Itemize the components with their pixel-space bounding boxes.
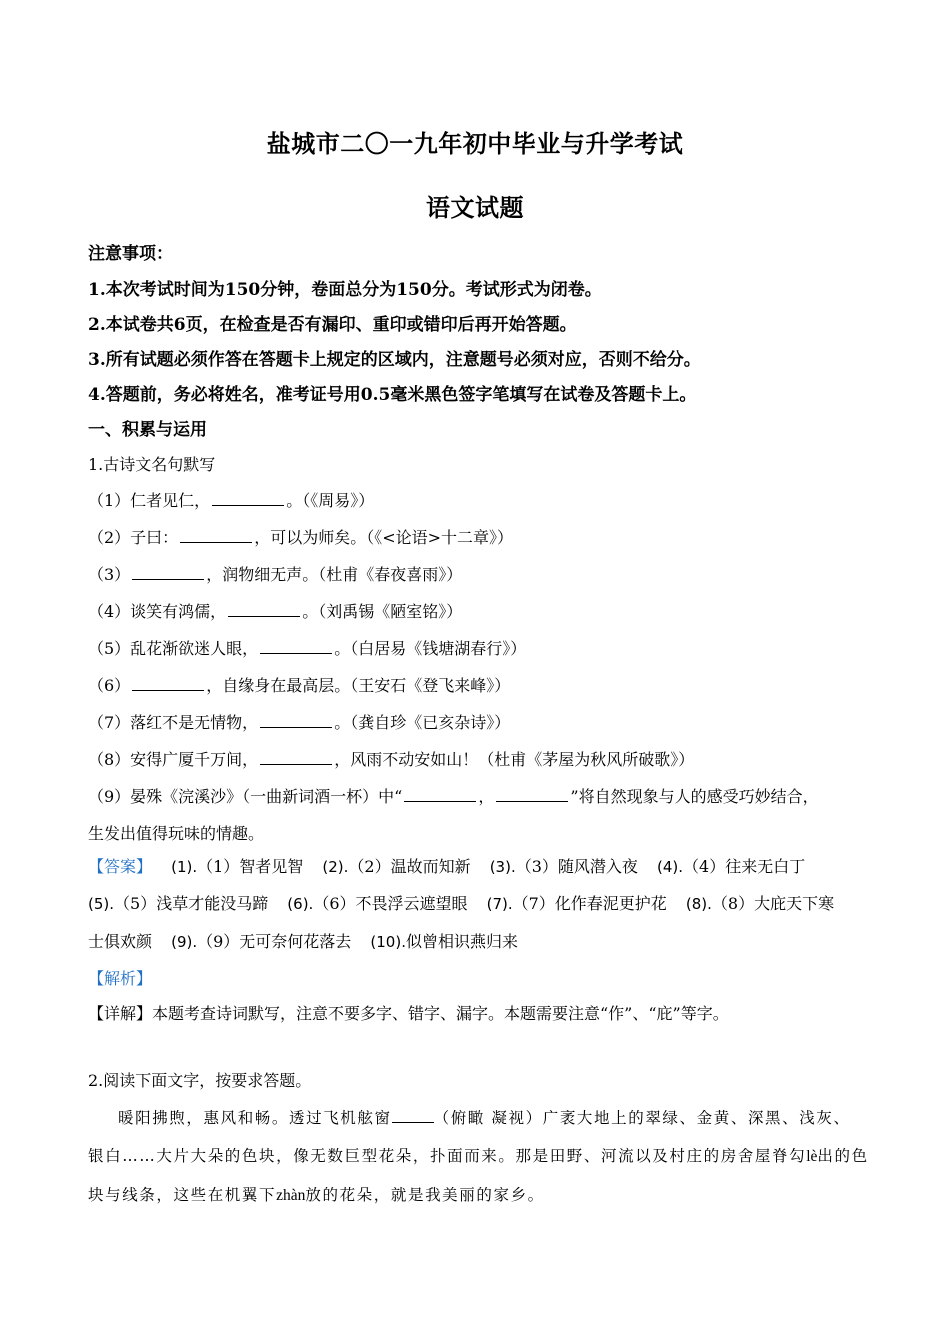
answer-line-3 <box>88 930 518 954</box>
answer-blank <box>228 600 300 617</box>
item-text-pre: （7）落红不是无情物， <box>88 713 259 732</box>
passage-text: 暖阳拂煦，惠风和畅。透过飞机舷窗 <box>118 1109 392 1127</box>
item-text-post: 。（龚自珍《已亥杂诗》） <box>334 713 511 732</box>
notice-item-1: 1.本次考试时间为150分钟，卷面总分为150分。考试形式为闭卷。 <box>88 280 602 300</box>
passage-text: 放的花朵，就是我美丽的家乡。 <box>305 1186 545 1204</box>
item-text-post: 。（刘禹锡《陋室铭》） <box>302 602 463 621</box>
answer-number: (10). <box>370 933 406 951</box>
answer-label: 【答案】 <box>88 857 153 876</box>
item-text-post: ，可以为师矣。（《<论语>十二章》） <box>254 528 514 547</box>
item-text-pre: （4）谈笑有鸿儒， <box>88 602 227 621</box>
question-1-item-5 <box>88 637 526 661</box>
item-text-pre: （5）乱花渐欲迷人眼， <box>88 639 259 658</box>
answer-text: （9）无可奈何花落去 <box>197 932 352 951</box>
notice-item-3: 3.所有试题必须作答在答题卡上规定的区域内，注意题号必须对应，否则不给分。 <box>88 350 701 370</box>
item-text-post: ，润物细无声。（杜甫《春夜喜雨》） <box>206 565 463 584</box>
answer-blank <box>180 526 252 543</box>
answer-text: （5）浅草才能没马蹄 <box>114 894 269 913</box>
answer-blank <box>260 637 332 654</box>
answer-text: （1）智者见智 <box>197 857 304 876</box>
answer-number: (9). <box>171 933 198 951</box>
answer-text: 士俱欢颜 <box>88 932 153 951</box>
item-text-post: ，风雨不动安如山！（杜甫《茅屋为秋风所破歌》） <box>334 750 695 769</box>
answer-blank <box>392 1106 434 1123</box>
answer-number: (8). <box>685 895 712 913</box>
item-text-post: 。（《周易》） <box>286 491 375 510</box>
pinyin-annotation: lè <box>806 1148 818 1165</box>
answer-number: (3). <box>489 858 516 876</box>
notice-item-2: 2.本试卷共6页，在检查是否有漏印、重印或错印后再开始答题。 <box>88 315 577 335</box>
answer-blank <box>132 563 204 580</box>
question-1-item-3 <box>88 563 462 587</box>
passage-text: （俯瞰 凝视）广袤大地上的翠绿、金黄、深黑、浅灰、 <box>433 1109 851 1127</box>
answer-blank <box>260 711 332 728</box>
question-1-item-6 <box>88 674 510 698</box>
question-1-item-1 <box>88 489 374 513</box>
question-1-item-8 <box>88 748 694 772</box>
passage-text: 银白……大片大朵的色块，像无数巨型花朵，扑面而来。那是田野、河流以及村庄的房舍屋脊勾 <box>88 1147 807 1165</box>
item-text-pre: （3） <box>88 565 131 584</box>
notice-heading: 注意事项： <box>88 244 173 264</box>
page-title: 盐城市二〇一九年初中毕业与升学考试 <box>266 129 684 158</box>
reading-passage <box>88 1099 869 1215</box>
answer-text: （3）随风潜入夜 <box>515 857 638 876</box>
item-text-post: ”将自然现象与人的感受巧妙结合， <box>570 787 819 806</box>
question-1-item-9 <box>88 785 819 809</box>
answer-text: 似曾相识燕归来 <box>405 932 518 951</box>
passage-text: 块与线条，这些在机翼下 <box>88 1186 277 1204</box>
answer-blank <box>132 674 204 691</box>
item-text-pre: （9）晏殊《浣溪沙》（一曲新词酒一杯）中“ <box>88 787 403 806</box>
analysis-detail: 【详解】本题考查诗词默写，注意不要多字、错字、漏字。本题需要注意“作”、“庇”等字。 <box>88 1004 729 1023</box>
answer-blank <box>260 748 332 765</box>
answer-number: (6). <box>287 895 314 913</box>
answer-text: （7）化作春泥更护花 <box>512 894 667 913</box>
item-text-pre: （1）仁者见仁， <box>88 491 211 510</box>
answer-text: （6）不畏浮云遮望眼 <box>313 894 468 913</box>
pinyin-annotation: zhàn <box>276 1187 306 1204</box>
item-text-post: 。（白居易《钱塘湖春行》） <box>334 639 527 658</box>
question-1-item-2 <box>88 526 513 550</box>
item-text-pre: （2）子曰： <box>88 528 179 547</box>
question-1-item-4 <box>88 600 462 624</box>
question-1-title: 1.古诗文名句默写 <box>88 455 216 474</box>
notice-item-4: 4.答题前，务必将姓名，准考证号用0.5毫米黑色签字笔填写在试卷及答题卡上。 <box>88 385 697 405</box>
answer-blank <box>404 785 476 802</box>
passage-text: 出的色 <box>817 1147 869 1165</box>
answer-text: （8）大庇天下寒 <box>711 894 835 913</box>
answer-number: (7). <box>486 895 513 913</box>
item-text-pre: （8）安得广厦千万间， <box>88 750 259 769</box>
analysis-label: 【解析】 <box>88 969 153 988</box>
answer-number: (2). <box>322 858 349 876</box>
item-text-pre: （6） <box>88 676 131 695</box>
item-text-mid: ， <box>478 787 495 806</box>
answer-blank <box>212 489 284 506</box>
passage-line-3 <box>88 1176 863 1215</box>
answer-number: (1). <box>171 858 198 876</box>
question-1-item-9-continued: 生发出值得玩味的情趣。 <box>88 824 265 843</box>
answer-blank <box>496 785 568 802</box>
answer-text: （2）温故而知新 <box>348 857 471 876</box>
section-heading: 一、积累与运用 <box>88 420 207 440</box>
answer-line-2 <box>88 892 834 916</box>
question-2-title: 2.阅读下面文字，按要求答题。 <box>88 1071 312 1090</box>
page-subtitle: 语文试题 <box>426 193 524 222</box>
passage-line-2 <box>88 1137 869 1176</box>
item-text-post: ，自缘身在最高层。（王安石《登飞来峰》） <box>206 676 511 695</box>
answer-number: (4). <box>657 858 684 876</box>
answer-line-1 <box>88 855 805 879</box>
question-1-item-7 <box>88 711 510 735</box>
answer-text: （4）往来无白丁 <box>683 857 806 876</box>
passage-line-1 <box>88 1099 863 1137</box>
answer-number: (5). <box>88 895 115 913</box>
